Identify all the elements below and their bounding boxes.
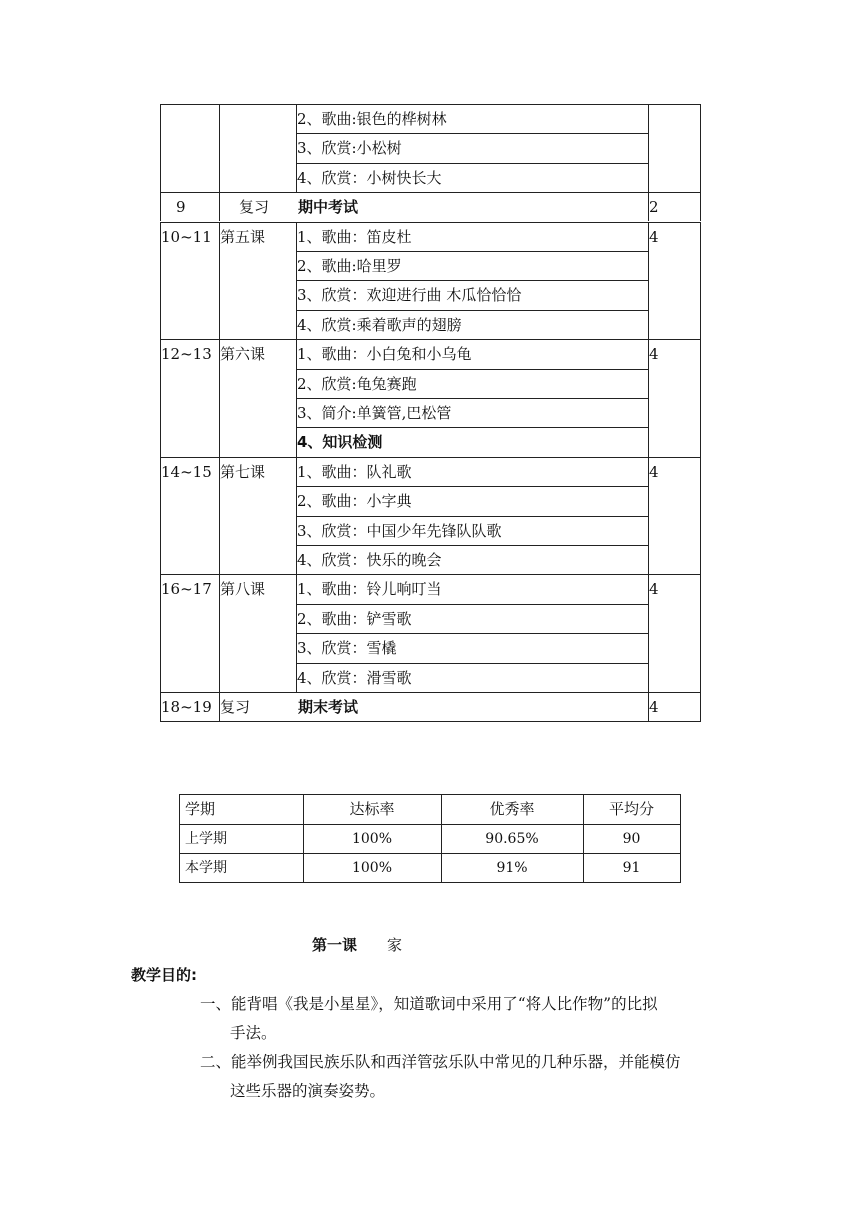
hours-cell: 4 (649, 463, 659, 481)
content-item: 4、欣赏:乘着歌声的翅膀 (297, 316, 462, 334)
grade-cell: 上学期 (185, 831, 227, 847)
goals-label: 教学目的: (131, 966, 197, 984)
hours-cell: 4 (649, 698, 659, 716)
content-item: 3、欣赏：雪橇 (297, 639, 397, 657)
hours-cell: 4 (649, 580, 659, 598)
lesson-cell: 复习 (239, 198, 270, 216)
week-cell: 18~19 (161, 698, 212, 716)
content-item: 3、欣赏:小松树 (297, 139, 402, 157)
grade-col-border (179, 794, 180, 882)
grade-header-cell: 平均分 (608, 800, 654, 818)
week-cell: 16~17 (161, 580, 212, 598)
content-item: 3、简介:单簧管,巴松管 (297, 404, 452, 422)
lesson-title (312, 935, 402, 955)
grade-cell: 90 (622, 831, 641, 847)
grade-row-border (179, 882, 681, 883)
grade-cell: 100% (351, 860, 393, 876)
content-item: 3、欣赏：欢迎进行曲 木瓜恰恰恰 (297, 286, 522, 304)
week-cell: 9 (176, 198, 186, 216)
week-cell: 10~11 (161, 228, 212, 246)
lesson-cell: 第八课 (220, 580, 266, 598)
grade-cell: 91% (496, 860, 528, 876)
grade-row-border (179, 794, 681, 795)
lesson-cell: 第六课 (220, 345, 266, 363)
goal-1-line-2: 手法。 (230, 1024, 277, 1042)
content-item: 4、欣赏：快乐的晚会 (297, 551, 442, 569)
grade-cell: 100% (351, 831, 393, 847)
week-cell: 12~13 (161, 345, 212, 363)
content-item: 1、歌曲：笛皮杜 (297, 228, 412, 246)
content-item: 2、歌曲：小字典 (297, 492, 412, 510)
grade-cell: 90.65% (485, 831, 539, 847)
grade-cell: 91 (622, 860, 641, 876)
content-item: 2、歌曲:哈里罗 (297, 257, 402, 275)
grade-header-cell: 优秀率 (489, 800, 535, 818)
hours-cell: 4 (649, 228, 659, 246)
content-item: 2、歌曲:银色的桦树林 (297, 110, 447, 128)
grade-col-border (680, 794, 681, 882)
hours-cell: 2 (649, 198, 659, 216)
week-cell: 14~15 (161, 463, 212, 481)
lesson-cell: 复习 (220, 698, 251, 716)
lesson-title-main: 第一课 (312, 936, 358, 954)
content-item: 期末考试 (298, 698, 359, 716)
content-item: 3、欣赏：中国少年先锋队队歌 (297, 522, 502, 540)
content-item: 4、知识检测 (297, 433, 383, 451)
goal-2-line-1: 二、能举例我国民族乐队和西洋管弦乐队中常见的几种乐器，并能模仿 (200, 1053, 681, 1071)
grade-row-border (179, 824, 681, 825)
grade-header-cell: 达标率 (349, 800, 395, 818)
content-item: 2、欣赏:龟兔赛跑 (297, 375, 417, 393)
content-item: 4、欣赏：小树快长大 (297, 169, 442, 187)
content-item: 1、歌曲：队礼歌 (297, 463, 412, 481)
goal-2-line-2: 这些乐器的演奏姿势。 (230, 1082, 386, 1100)
content-item: 1、歌曲：铃儿响叮当 (297, 580, 442, 598)
grade-cell: 本学期 (185, 860, 227, 876)
grade-header-cell: 学期 (185, 800, 216, 818)
lesson-title-sub: 家 (387, 936, 403, 954)
content-item: 期中考试 (298, 198, 359, 216)
content-item: 2、歌曲：铲雪歌 (297, 610, 412, 628)
grade-row-border (179, 853, 681, 854)
lesson-cell: 第五课 (220, 228, 266, 246)
content-item: 4、欣赏：滑雪歌 (297, 669, 412, 687)
goal-1-line-1: 一、能背唱《我是小星星》，知道歌词中采用了“将人比作物”的比拟 (200, 995, 658, 1013)
lesson-cell: 第七课 (220, 463, 266, 481)
hours-cell: 4 (649, 345, 659, 363)
content-item: 1、歌曲：小白兔和小乌龟 (297, 345, 472, 363)
